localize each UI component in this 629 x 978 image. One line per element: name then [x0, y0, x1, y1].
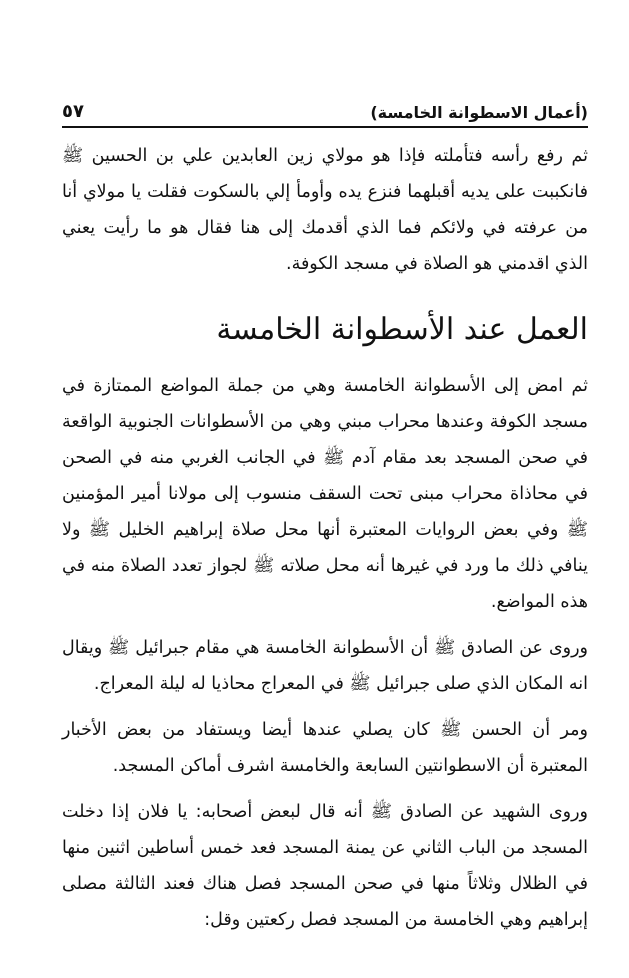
- page-body: [62, 138, 588, 948]
- page-number: ٥٧: [62, 101, 84, 122]
- paragraph-3: وروى عن الصادق ﷺ أن الأسطوانة الخامسة هي مقام جبرائيل ﷺ ويقال انه المكان الذي صلى جبرائيل ﷺ في المعراج محاذيا له ليلة المعراج.: [62, 638, 588, 694]
- page-header: [62, 92, 588, 128]
- section-heading: العمل عند الأسطوانة الخامسة: [216, 312, 588, 347]
- paragraph-5: وروى الشهيد عن الصادق ﷺ أنه قال لبعض أصحابه: يا فلان إذا دخلت المسجد من الباب الثاني عن يمنة المسجد فعد خمس أساطين اثنين منها في الظلال وثلاثاً منها في صحن المسجد فصل هناك فعند الثالثة مصلى إبراهيم وهي الخامسة من المسجد فصل ركعتين وقل:: [62, 802, 588, 930]
- paragraph-2: ثم امض إلى الأسطوانة الخامسة وهي من جملة المواضع الممتازة في مسجد الكوفة وعندها محراب مبني وهي من الأسطوانات الجنوبية الواقعة في صحن المسجد بعد مقام آدم ﷺ في الجانب الغربي منه في الصحن في محاذاة محراب مبنى تحت السقف منسوب إلى مولانا أمير المؤمنين ﷺ وفي بعض الروايات المعتبرة أنها محل صلاة إبراهيم الخليل ﷺ ولا ينافي ذلك ما ورد في غيرها أنه محل صلاته ﷺ لجواز تعدد الصلاة منه في هذه المواضع.: [62, 376, 588, 612]
- paragraph-1: ثم رفع رأسه فتأملته فإذا هو مولاي زين العابدين علي بن الحسين ﷺ فانكببت على يديه أقبلهما فنزع يده وأومأ إلي بالسكوت فقلت يا مولاي أنا من عرفته في ولائكم فما الذي أقدمك إلى هنا فقال هو ما رأيت يعني الذي اقدمني هو الصلاة في مسجد الكوفة.: [62, 146, 588, 274]
- paragraph-4: ومر أن الحسن ﷺ كان يصلي عندها أيضا ويستفاد من بعض الأخبار المعتبرة أن الاسطوانتين السابعة والخامسة اشرف أماكن المسجد.: [62, 720, 588, 776]
- running-title: (أعمال الاسطوانة الخامسة): [370, 103, 588, 122]
